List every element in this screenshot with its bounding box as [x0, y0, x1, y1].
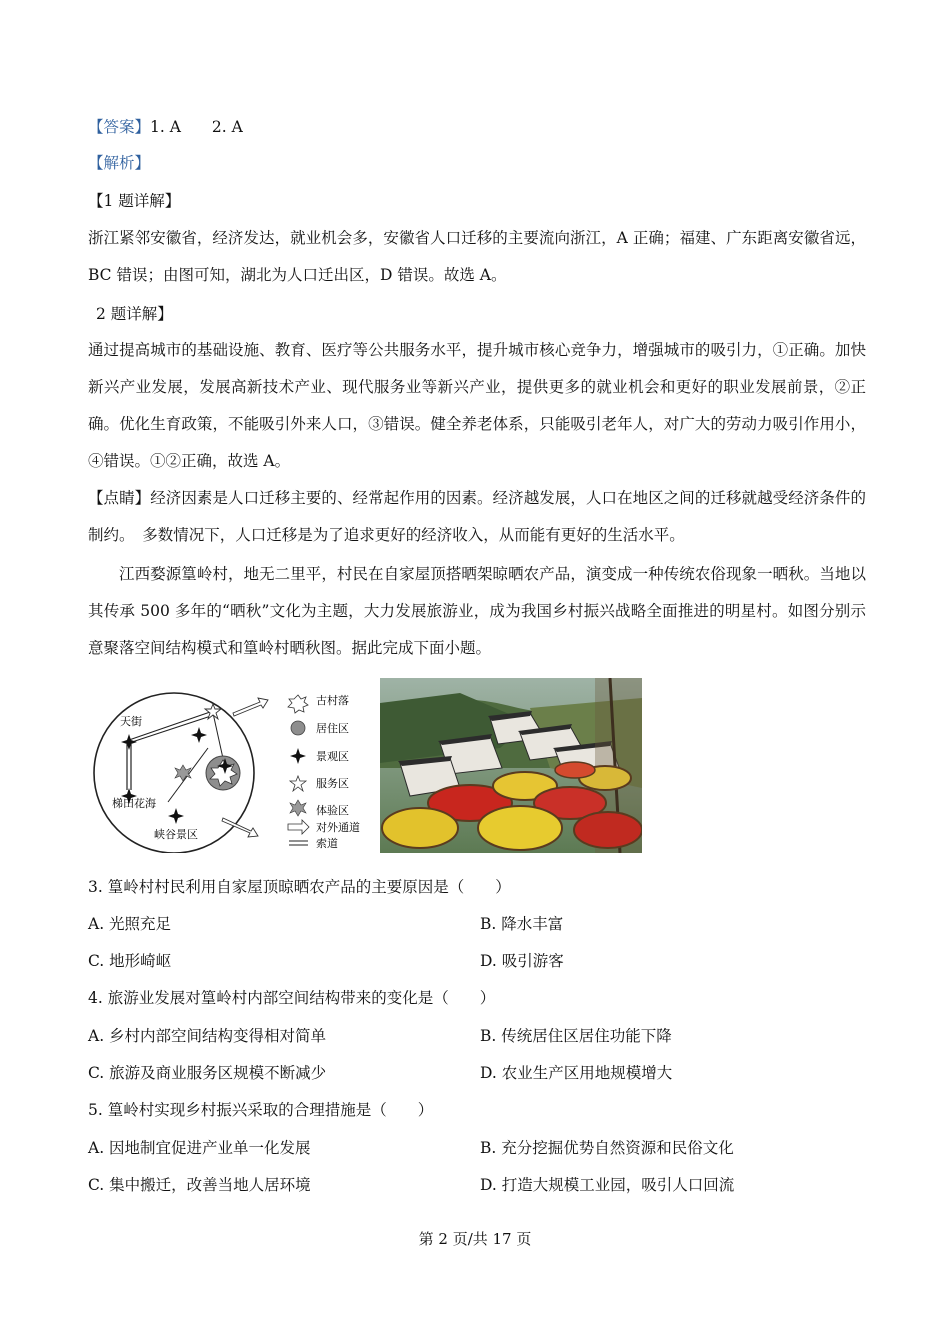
q3-option-c[interactable]: C. 地形崎岖: [88, 952, 172, 970]
question-3-stem: 3. 篁岭村村民利用自家屋顶晾晒农产品的主要原因是（ ）: [88, 878, 511, 896]
q3-option-d[interactable]: D. 吸引游客: [480, 952, 564, 970]
legend-item: 服务区: [316, 777, 349, 790]
settlement-structure-diagram: [88, 678, 372, 853]
legend-item: 体验区: [316, 804, 349, 817]
page-footer: 第 2 页/共 17 页: [418, 1230, 532, 1248]
answer-line: [88, 116, 243, 138]
q5-option-d[interactable]: D. 打造大规模工业园，吸引人口回流: [480, 1176, 735, 1194]
question-5-stem: 5. 篁岭村实现乡村振兴采取的合理措施是（ ）: [88, 1101, 434, 1119]
legend-item: 对外通道: [316, 821, 360, 834]
label-titian: 梯田花海: [112, 797, 156, 810]
q1-heading: 【1 题详解】: [88, 192, 181, 210]
analysis-label: 【解析】: [88, 154, 151, 172]
experience-area-icon: [175, 765, 191, 781]
q5-option-a[interactable]: A. 因地制宜促进产业单一化发展: [88, 1139, 311, 1157]
tip-body: 经济因素是人口迁移主要的、经常起作用的因素。经济越发展，人口在地区之间的迁移就越受经济条件的制约。 多数情况下，人口迁移是为了追求更好的经济收入，从而能有更好的生活水平。: [88, 489, 866, 544]
legend: [288, 693, 360, 850]
label-tianjie: 天街: [120, 715, 142, 728]
q3-option-a[interactable]: A. 光照充足: [88, 915, 172, 933]
label-xiagu: 峡谷景区: [154, 828, 198, 841]
legend-item: 古村落: [316, 694, 349, 707]
legend-item: 索道: [316, 837, 338, 850]
q5-option-b[interactable]: B. 充分挖掘优势自然资源和民俗文化: [480, 1139, 734, 1157]
answer-text: 1. A 2. A: [150, 118, 243, 136]
intro-paragraph: 江西婺源篁岭村，地无二里平，村民在自家屋顶搭晒架晾晒农产品，演变成一种传统农俗现象一晒秋。当地以其传承 500 多年的“晒秋”文化为主题，大力发展旅游业，成为我国乡村振兴战略全面推进的明星村。如图分别示意聚落空间结构模式和篁岭村晒秋图。据此完成下面小题。: [88, 565, 866, 657]
tip-label: 【点睛】: [88, 489, 151, 507]
outward-channel-arrow: [233, 698, 268, 716]
q4-option-d[interactable]: D. 农业生产区用地规模增大: [480, 1064, 673, 1082]
q3-option-b[interactable]: B. 降水丰富: [480, 915, 564, 933]
q5-option-c[interactable]: C. 集中搬迁，改善当地人居环境: [88, 1176, 311, 1194]
legend-item: 景观区: [316, 750, 349, 763]
answer-label: 【答案】: [88, 118, 151, 136]
q4-option-b[interactable]: B. 传统居住区居住功能下降: [480, 1027, 672, 1045]
q2-heading: 2 题详解】: [96, 305, 173, 323]
q2-explanation: 通过提高城市的基础设施、教育、医疗等公共服务水平，提升城市核心竞争力，增强城市的吸引力，①正确。加快新兴产业发展，发展高新技术产业、现代服务业等新兴产业，提供更多的就业机会和更好的职业发展前景，②正确。优化生育政策，不能吸引外来人口，③错误。健全养老体系，只能吸引老年人，对广大的劳动力吸引作用小，④错误。①②正确，故选 A。: [88, 341, 866, 470]
question-4-stem: 4. 旅游业发展对篁岭村内部空间结构带来的变化是（ ）: [88, 989, 496, 1007]
q4-option-c[interactable]: C. 旅游及商业服务区规模不断减少: [88, 1064, 327, 1082]
tip-paragraph: [88, 480, 866, 554]
shaiqiu-photo: [380, 678, 642, 853]
outward-channel-arrow: [222, 818, 258, 837]
legend-item: 居住区: [316, 722, 349, 735]
q1-explanation: 浙江紧邻安徽省，经济发达，就业机会多，安徽省人口迁移的主要流向浙江，A 正确；福建、广东距离安徽省远，BC 错误；由图可知，湖北为人口迁出区，D 错误。故选 A。: [88, 229, 866, 284]
q4-option-a[interactable]: A. 乡村内部空间结构变得相对简单: [88, 1027, 327, 1045]
